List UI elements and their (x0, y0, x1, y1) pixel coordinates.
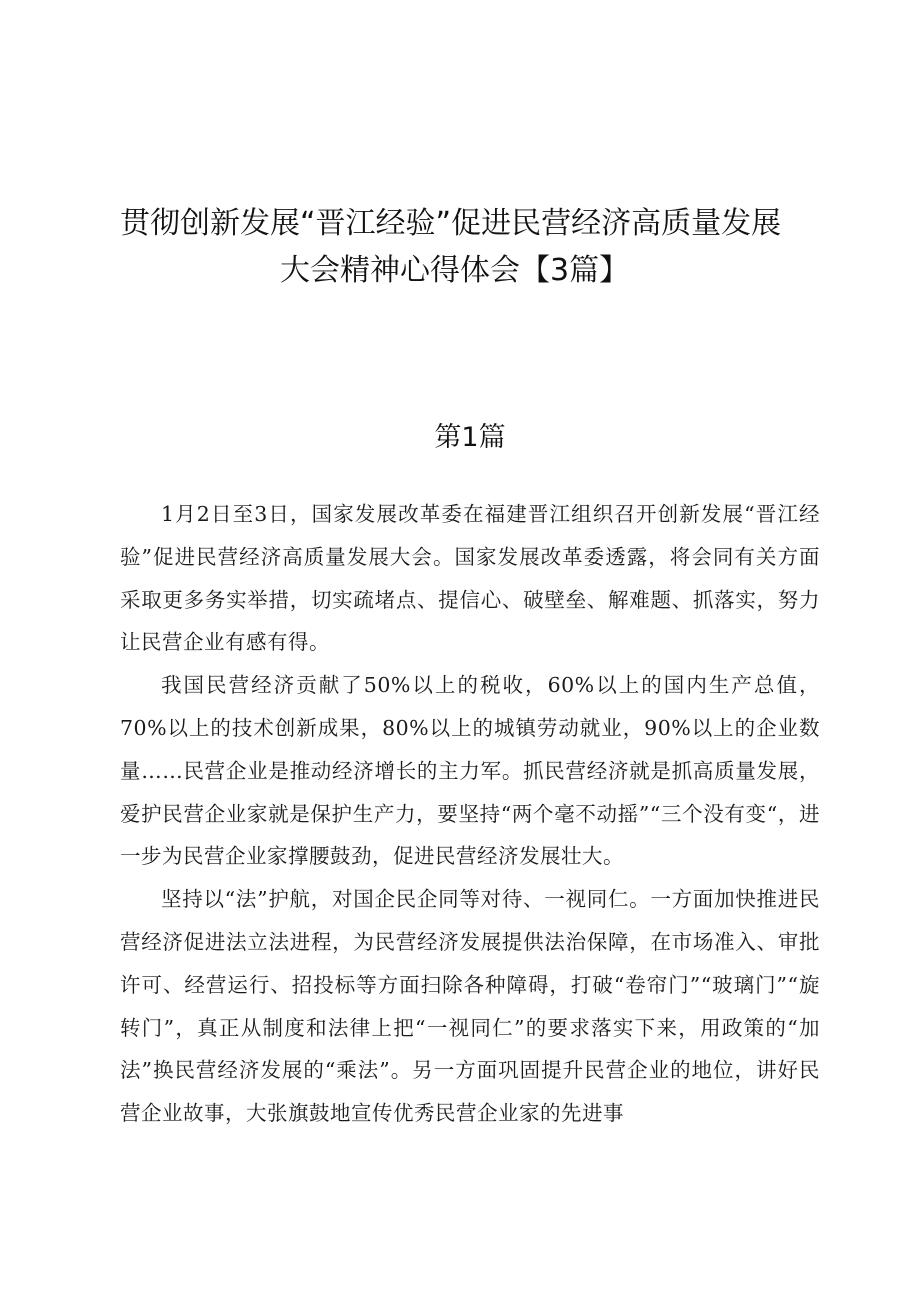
section-heading: 第1篇 (434, 422, 506, 453)
paragraph: 我国民营经济贡献了50%以上的税收，60%以上的国内生产总值，70%以上的技术创新成果，80%以上的城镇劳动就业，90%以上的企业数量……民营企业是推动经济增长的主力军。抓民营经济就是抓高质量发展，爱护民营企业家就是保护生产力，要坚持“两个毫不动摇”“三个没有变“，进一步为民营企业家撑腰鼓劲，促进民营经济发展壮大。 (120, 673, 820, 869)
document-body (120, 493, 820, 1135)
document-title-line-1: 贯彻创新发展“晋江经验”促进民营经济高质量发展 (120, 206, 782, 241)
paragraph: 坚持以“法”护航，对国企民企同等对待、一视同仁。一方面加快推进民营经济促进法立法进程，为民营经济发展提供法治保障，在市场准入、审批许可、经营运行、招投标等方面扫除各种障碍，打破“卷帘门”“玻璃门”“旋转门”，真正从制度和法律上把“一视同仁”的要求落实下来，用政策的“加法”换民营经济发展的“乘法”。另一方面巩固提升民营企业的地位，讲好民营企业故事，大张旗鼓地宣传优秀民营企业家的先进事 (120, 887, 820, 1126)
document-title (100, 200, 820, 294)
document-title-line-2: 大会精神心得体会【3篇】 (280, 253, 630, 288)
paragraph: 1月2日至3日，国家发展改革委在福建晋江组织召开创新发展“晋江经验”促进民营经济高质量发展大会。国家发展改革委透露，将会同有关方面采取更多务实举措，切实疏堵点、提信心、破壁垒、解难题、抓落实，努力让民营企业有感有得。 (120, 502, 820, 655)
